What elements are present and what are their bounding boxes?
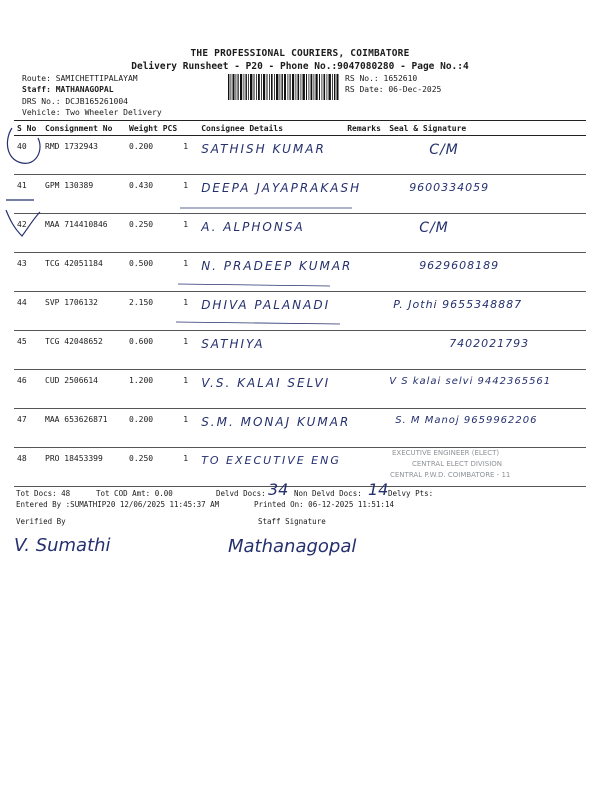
row-sno: 42 [14,214,42,253]
consignee-handwriting: DHIVA PALANADI [201,298,331,312]
row-signature [386,175,586,214]
table-header-row [14,121,586,136]
signature-handwriting: C/M [429,142,459,158]
col-weight: Weight PCS [126,121,180,136]
signature-handwriting: P. Jothi 9655348887 [393,298,523,311]
row-consignee [198,448,386,487]
col-remarks: Remarks [344,121,386,136]
row-sno: 43 [14,253,42,292]
verified-signature: V. Sumathi [14,535,111,556]
row-signature [386,136,586,175]
row-pcs: 1 [180,448,198,487]
signature-handwriting: C/M [419,220,449,236]
printed-on: Printed On: 06-12-2025 11:51:14 [254,500,394,509]
row-pcs: 1 [180,136,198,175]
row-signature [386,292,586,331]
row-signature [386,214,586,253]
total-docs: Tot Docs: 48 [16,489,71,498]
consignee-handwriting: SATHISH KUMAR [201,142,326,156]
signature-handwriting: S. M Manoj 9659962206 [395,415,538,426]
row-consignee [198,136,386,175]
row-sno: 46 [14,370,42,409]
row-pcs: 1 [180,331,198,370]
row-consignment: TCG 42051184 [42,253,126,292]
row-weight: 0.600 [126,331,180,370]
row-weight: 0.250 [126,214,180,253]
table-row [14,214,586,253]
consignee-handwriting: SATHIYA [201,337,265,351]
row-consignment: PRO 18453399 [42,448,126,487]
row-consignment: MAA 714410846 [42,214,126,253]
row-pcs: 1 [180,409,198,448]
row-pcs: 1 [180,370,198,409]
consignee-handwriting: DEEPA JAYAPRAKASH [201,181,362,195]
row-sno: 48 [14,448,42,487]
signature-handwriting: V S kalai selvi 9442365561 [389,376,552,387]
signature-handwriting: 9629608189 [419,259,500,272]
row-consignee [198,331,386,370]
table-row [14,292,586,331]
row-weight: 0.500 [126,253,180,292]
row-sno: 45 [14,331,42,370]
staff-label: Staff: MATHANAGOPAL [22,85,114,94]
barcode-image [228,74,340,100]
delivery-points-label: Delvy Pts: [388,489,434,498]
entered-by: Entered By :SUMATHIP20 12/06/2025 11:45:37 AM [16,500,220,509]
row-weight: 0.200 [126,136,180,175]
col-sno: S No [14,121,42,136]
col-signature: Seal & Signature [386,121,586,136]
route-label: Route: SAMICHETTIPALAYAM [22,74,138,83]
staff-signature-label: Staff Signature [258,517,326,526]
non-delivered-label: Non Delvd Docs: [294,489,362,498]
non-delivered-count: 14 [368,480,389,499]
col-consignee: Consignee Details [198,121,344,136]
row-consignment: SVP 1706132 [42,292,126,331]
total-cod-amount: Tot COD Amt: 0.00 [96,489,173,498]
signature-handwriting: 7402021793 [449,337,530,350]
row-weight: 0.250 [126,448,180,487]
stamp-line-1: EXECUTIVE ENGINEER (ELECT) [392,449,500,457]
delivered-docs-count: 34 [268,480,289,499]
row-pcs: 1 [180,253,198,292]
row-weight: 2.150 [126,292,180,331]
row-consignment: TCG 42048652 [42,331,126,370]
rs-date: RS Date: 06-Dec-2025 [345,85,442,94]
row-sno: 40 [14,136,42,175]
consignee-handwriting: V.S. KALAI SELVI [201,376,331,390]
row-consignment: GPM 130389 [42,175,126,214]
verified-by-label: Verified By [16,517,66,526]
row-weight: 0.430 [126,175,180,214]
row-consignment: MAA 653626871 [42,409,126,448]
row-consignee [198,292,386,331]
consignee-handwriting: A. ALPHONSA [201,220,305,234]
runsheet-subtitle: Delivery Runsheet - P20 - Phone No.:9047080280 - Page No.:4 [131,61,469,72]
consignee-handwriting: TO EXECUTIVE ENG [201,454,341,467]
signature-handwriting: 9600334059 [409,181,490,194]
row-signature [386,409,586,448]
office-seal-stamp [386,448,586,490]
row-consignee [198,409,386,448]
stamp-line-3: CENTRAL P.W.D. COIMBATORE - 11 [390,471,511,479]
rs-number: RS No.: 1652610 [345,74,418,83]
row-signature [386,331,586,370]
delivery-table [14,120,586,487]
stamp-line-2: CENTRAL ELECT DIVISION [412,460,503,468]
row-sno: 47 [14,409,42,448]
row-weight: 1.200 [126,370,180,409]
row-pcs: 1 [180,292,198,331]
table-row [14,331,586,370]
table-row [14,175,586,214]
delivered-docs-label: Delvd Docs: [216,489,266,498]
col-consignment: Consignment No [42,121,126,136]
row-consignee [198,370,386,409]
row-sno: 41 [14,175,42,214]
consignee-handwriting: N. PRADEEP KUMAR [201,259,353,273]
row-consignment: RMD 1732943 [42,136,126,175]
row-pcs: 1 [180,214,198,253]
row-consignee [198,175,386,214]
drs-number: DRS No.: DCJB165261004 [22,97,128,106]
table-row [14,409,586,448]
table-row [14,370,586,409]
table-row [14,136,586,175]
row-signature [386,370,586,409]
row-pcs: 1 [180,175,198,214]
row-consignee [198,214,386,253]
vehicle-label: Vehicle: Two Wheeler Delivery [22,108,162,117]
consignee-handwriting: S.M. MONAJ KUMAR [201,415,351,429]
row-consignment: CUD 2506614 [42,370,126,409]
row-weight: 0.200 [126,409,180,448]
table-row [14,253,586,292]
row-signature [386,253,586,292]
row-consignee [198,253,386,292]
company-title: THE PROFESSIONAL COURIERS, COIMBATORE [190,48,410,59]
col-pcs-spacer [180,121,198,136]
staff-signature: Mathanagopal [228,536,357,557]
row-sno: 44 [14,292,42,331]
